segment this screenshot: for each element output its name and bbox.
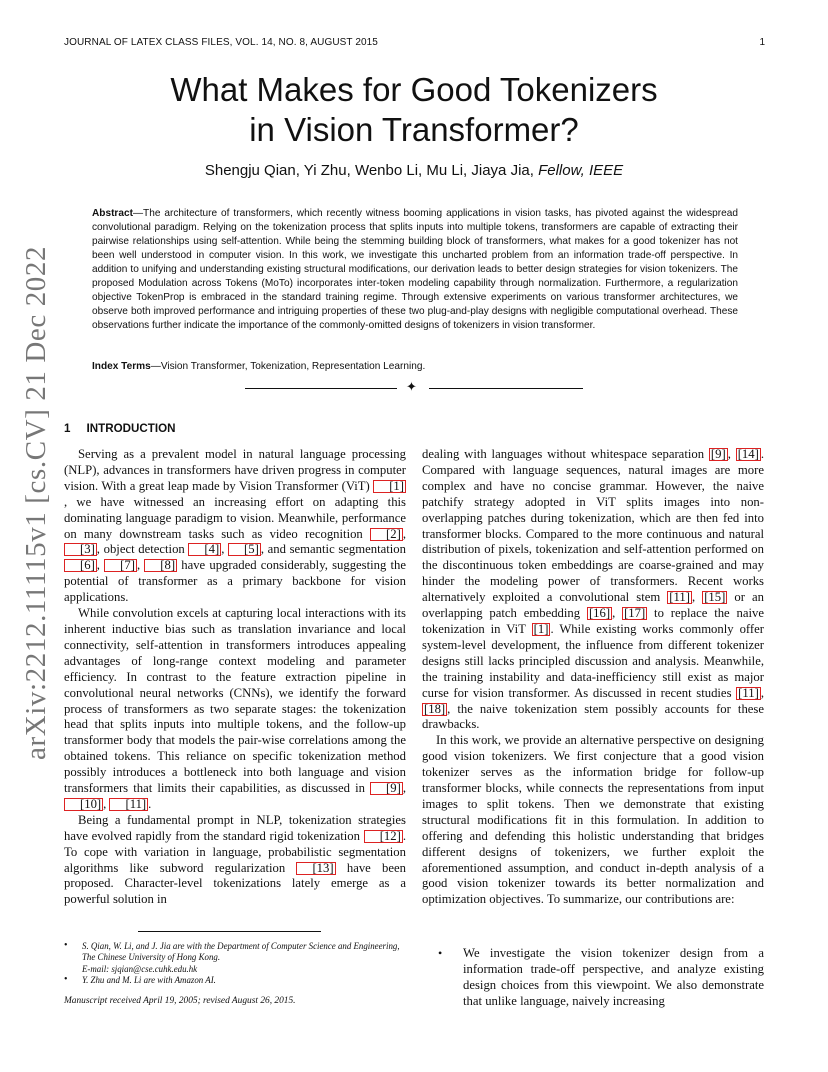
citation-link[interactable]: [8] (144, 559, 177, 572)
text-run: . To cope with variation in language, probabilistic segmentation algorithms like subword regularization (64, 828, 406, 875)
bullet-icon: • (438, 946, 443, 960)
text-run: , and semantic segmentation (260, 542, 406, 557)
citation-link[interactable]: [14] (737, 447, 759, 461)
citation-link[interactable]: [1] (373, 480, 406, 493)
section-title-initial: I (86, 421, 90, 435)
index-terms (92, 361, 738, 372)
text-run: or an overlapping patch embedding (422, 590, 765, 621)
footnote-text: Y. Zhu and M. Li are with Amazon AI. (82, 975, 216, 986)
footnotes (64, 941, 409, 987)
text-run: have been proposed. Character-level tokenizations lately emerge as a powerful solution in (64, 860, 406, 907)
text-run: , (136, 558, 145, 573)
footnote-email: E-mail: sjqian@cse.cuhk.edu.hk (82, 963, 198, 974)
index-terms-label: Index Terms (92, 361, 151, 372)
text-run: , (402, 781, 406, 796)
citation-link[interactable]: [1] (533, 621, 549, 636)
paragraph-2 (64, 606, 406, 813)
abstract-label: Abstract (92, 208, 133, 219)
text-run: Serving as a prevalent model in natural language processing (NLP), advances in transformers have driven progress in computer vision. With a great leap made by Vision Transformer (ViT) (64, 447, 406, 493)
text-run: , (103, 796, 110, 811)
paragraph-4: In this work, we provide an alternative perspective on designing good vision tokenizers. We first conjecture that a good vision tokenizer serves as the information bridge for follow-up transformer blocks, while connects the representations from input images to split tokens. Then we demonstrate that existing structural modifications fit in this formulation. In addition to offering and defending this holistic understanding that bridges different designs of tokenizers, we further exploit the aforementioned assumption, and conduct in-depth analysis of a good vision tokenizer towards its better normalization and optimization objectives. To summarize, our contributions are: (422, 733, 764, 907)
footnote-text: S. Qian, W. Li, and J. Jia are with the Department of Computer Science and Engineering, The Chinese University of Hong Kong. (82, 941, 400, 963)
citation-link[interactable]: [4] (188, 543, 221, 556)
footnote-affiliation-1 (64, 941, 409, 975)
text-run: . While existing works commonly offer system-level development, the influence from different tokenizer designs still lacks principled discussion and analysis. Meanwhile, the training instability and data-inefficiency still exist as major curse for vision transformer. As discussed in recent studies (422, 621, 764, 700)
text-run: , (691, 590, 703, 605)
text-run: dealing with languages without whitespace separation (422, 447, 709, 461)
citation-link[interactable]: [17] (624, 606, 646, 621)
text-run: , object detection (96, 542, 189, 557)
contribution-item-1: We investigate the vision tokenizer design from a information trade-off perspective, and analyze existing design choices from this viewpoint. We also demonstrate that unlike language, naively increasing (463, 946, 764, 1008)
section-title-rest: NTRODUCTION (89, 422, 176, 435)
right-column (422, 447, 764, 908)
bullet-icon: • (64, 974, 68, 986)
citation-link[interactable]: [18] (424, 701, 446, 716)
text-run: . Compared with language sequences, natural images are more complex and have no concise grammar. However, the naive patchify strategy adopted in ViT splits images into non-overlapping patches during tokenization, which are then fed into transformer blocks. Compared to the more continuous and natural distribution of pixels, tokenization and self-attention performed on the discontinuous token embeddings are coarse-grained and may hinder the modeling power of transformers. Recent works alternatively exploited a convolutional stem (422, 447, 765, 605)
citation-link[interactable]: [10] (64, 798, 103, 811)
left-column (64, 447, 406, 908)
text-run: , (612, 606, 623, 621)
paper-title (0, 70, 828, 150)
text-run: , (221, 542, 229, 557)
text-run: , the naive tokenization stem possibly accounts for these drawbacks. (422, 701, 764, 732)
citation-link[interactable]: [12] (364, 830, 403, 843)
running-head: JOURNAL OF LATEX CLASS FILES, VOL. 14, NO. 8, AUGUST 2015 (64, 37, 378, 48)
manuscript-note: Manuscript received April 19, 2005; revised August 26, 2015. (64, 996, 296, 1006)
citation-link[interactable]: [11] (109, 798, 148, 811)
citation-link[interactable]: [11] (669, 590, 690, 605)
citation-link[interactable]: [9] (370, 782, 403, 795)
text-run: , (402, 526, 406, 541)
text-run: , (727, 447, 736, 461)
text-run: . (148, 796, 152, 811)
citation-link[interactable]: [9] (710, 447, 726, 461)
author-list (0, 162, 828, 179)
text-run: , (96, 558, 105, 573)
abstract-text: —The architecture of transformers, which recently witness booming applications in vision tasks, has pivoted against the widespread convolutional paradigm. Relying on the tokenization process that splits inputs into multiple tokens, transformers are capable of extracting their pairwise relationships using self-attention. While being the stemming building block of transformers, what makes for a good tokenizer has not been well understood in computer vision. In this work, we investigate this uncharted problem from an information trade-off perspective. In addition to unifying and understanding existing structural modifications, our derivation leads to better design strategies for vision tokenizers. The proposed Modulation across Tokens (MoTo) incorporates inter-token modeling capability through normalization. Furthermore, a regularization objective TokenProp is embraced in the standard training regime. Through extensive experiments on various transformer architectures, we observe both improved performance and intriguing properties of these two plug-and-play designs with negligible computational overhead. These observations further indicate the importance of the commonly-omitted designs of tokenizers in vision transformer. (92, 208, 738, 331)
author-names: Shengju Qian, Yi Zhu, Wenbo Li, Mu Li, Jiaya Jia, (204, 162, 539, 179)
paragraph-1 (64, 447, 406, 606)
paragraph-3-continued (422, 447, 764, 733)
footnote-rule (138, 931, 321, 932)
citation-link[interactable]: [7] (104, 559, 137, 572)
citation-link[interactable]: [6] (64, 559, 97, 572)
separator-line-left (245, 388, 397, 389)
citation-link[interactable]: [13] (296, 862, 335, 875)
page-number: 1 (759, 37, 765, 48)
citation-link[interactable]: [15] (704, 590, 726, 605)
title-line-2: in Vision Transformer? (249, 111, 579, 148)
citation-link[interactable]: [11] (738, 685, 759, 700)
citation-link[interactable]: [3] (64, 543, 97, 556)
index-terms-text: —Vision Transformer, Tokenization, Representation Learning. (150, 361, 426, 372)
paragraph-3 (64, 813, 406, 908)
text-run: While convolution excels at capturing local interactions with its inherent inductive bias such as translation invariance and local connectivity, self-attention in transformers introduces appealing advantages of long-range context modeling and parameter efficiency. In contrast to the feature extraction pipeline in convolutional neural networks (CNNs), we identify the forward process of transformers as two separate stages: the tokenization head that splits inputs into multiple tokens, and the follow-up transformer body that models the pair-wise correlations among the obtained tokens. This reliance on specific tokenization method possibly introduces a bottleneck into both language and vision transformers that limits their capabilities, as discussed in (64, 606, 406, 796)
section-heading (64, 421, 175, 435)
citation-link[interactable]: [2] (370, 528, 403, 541)
text-run: Being a fundamental prompt in NLP, tokenization strategies have evolved rapidly from the standard rigid tokenization (64, 812, 406, 843)
separator-diamond-icon: ✦ (406, 379, 417, 394)
text-run: , we have witnessed an increasing effort on adapting this dominating language paradigm to vision. Meanwhile, performance on many downstream tasks such as video recognition (64, 494, 406, 541)
author-fellow: Fellow, IEEE (538, 162, 624, 179)
text-run: to replace the naive tokenization in ViT (422, 606, 764, 636)
arxiv-identifier: arXiv:2212.11115v1 [cs.CV] 21 Dec 2022 (20, 245, 52, 760)
citation-link[interactable]: [5] (228, 543, 261, 556)
section-number: 1 (64, 422, 71, 435)
contribution-list (438, 946, 764, 1010)
separator-line-right (429, 388, 583, 389)
footnote-affiliation-2 (64, 975, 409, 986)
citation-link[interactable]: [16] (588, 606, 611, 621)
text-run: have upgraded considerably, suggesting the potential of transformer as a primary backbone for vision applications. (64, 558, 407, 605)
abstract (92, 207, 738, 333)
title-line-1: What Makes for Good Tokenizers (170, 71, 658, 108)
text-run: , (760, 685, 764, 700)
bullet-icon: • (64, 940, 68, 951)
